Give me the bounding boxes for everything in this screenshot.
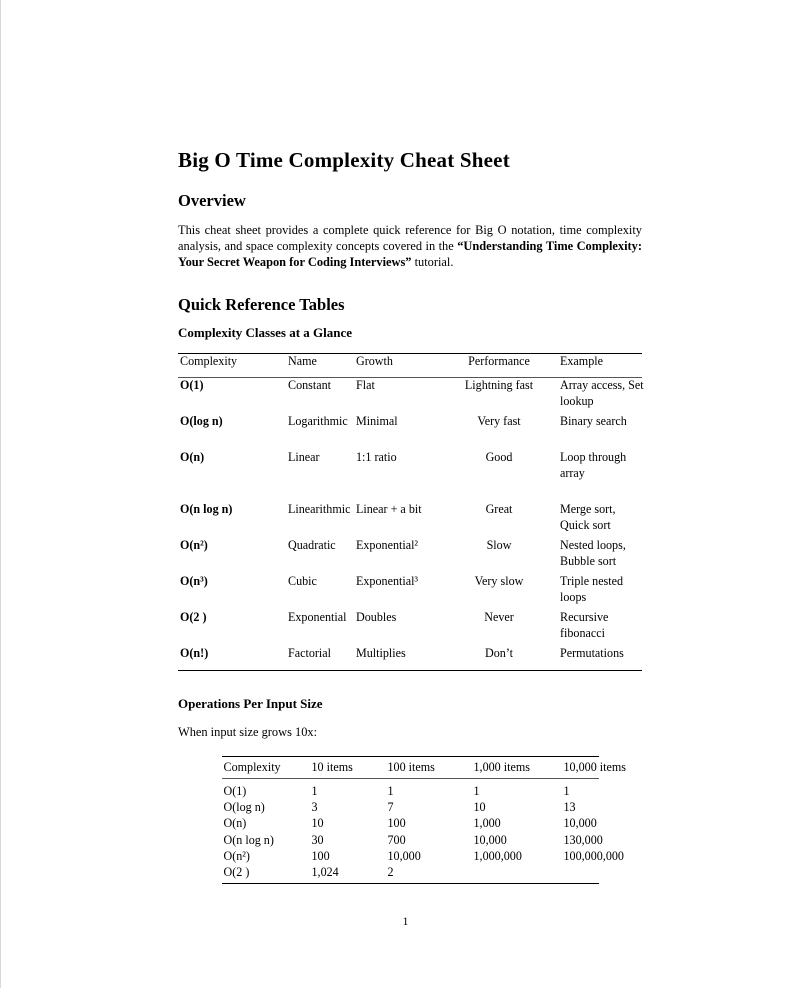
table2-cell-10000: 100,000,000 [563, 848, 624, 863]
table2-caption: Operations Per Input Size [178, 696, 323, 712]
table1-cell-complexity: O(n³) [180, 574, 208, 589]
table2-cell-1000: 10,000 [473, 832, 507, 847]
table-row [222, 815, 599, 831]
table1-header-row [178, 354, 642, 377]
table1-cell-example: Nested loops, Bubble sort [560, 538, 626, 568]
table1-cell-example: Binary search [560, 414, 627, 429]
table1-cell-complexity: O(n²) [180, 538, 208, 553]
table1-bottom-rule [178, 670, 642, 671]
table-row [178, 646, 642, 670]
table1-cell-complexity: O(2 ) [180, 610, 207, 625]
table-row [178, 538, 642, 574]
table2-cell-complexity: O(1) [223, 784, 247, 799]
table1-cell-complexity: O(n) [180, 450, 205, 465]
table2-cell-complexity: O(n²) [223, 848, 250, 863]
table-row [222, 799, 599, 815]
complexity-classes-table [178, 353, 642, 671]
table1-cell-name: Linearithmic [288, 502, 351, 517]
table1-cell-growth: Doubles [356, 610, 397, 625]
table1-cell-complexity: O(1) [180, 378, 204, 393]
table1-cell-growth: Multiplies [356, 646, 406, 661]
table1-cell-name: Quadratic [288, 538, 336, 553]
table2-cell-1000: 1 [473, 784, 480, 799]
table1-cell-name: Logarithmic [288, 414, 348, 429]
table1-cell-name: Constant [288, 378, 332, 393]
table2-cell-1000: 1,000,000 [473, 848, 522, 863]
table1-cell-growth: Exponential³ [356, 574, 419, 589]
table2-cell-1000: 10 [473, 800, 486, 815]
table2-cell-100: 1 [387, 784, 394, 799]
page-left-edge [0, 0, 1, 988]
table2-cell-10: 30 [311, 832, 324, 847]
table1-header-growth: Growth [356, 354, 393, 369]
table2-cell-10: 1 [311, 784, 318, 799]
table1-header-performance: Performance [468, 354, 530, 369]
table1-cell-performance: Lightning fast [464, 378, 534, 393]
table-row [178, 610, 642, 646]
table-row [222, 832, 603, 848]
table1-header-name: Name [288, 354, 317, 369]
section-heading-quick-reference: Quick Reference Tables [178, 295, 345, 315]
table1-cell-performance: Very slow [474, 574, 524, 589]
table-row [178, 574, 642, 610]
table1-cell-growth: 1:1 ratio [356, 450, 397, 465]
table2-bottom-rule [222, 883, 599, 884]
table-row [222, 848, 624, 864]
table1-cell-name: Factorial [288, 646, 331, 661]
table-row [178, 378, 642, 414]
section-heading-overview: Overview [178, 191, 246, 211]
table1-cell-performance: Very fast [477, 414, 521, 429]
table1-cell-example: Recursive fibonacci [560, 610, 609, 640]
table1-cell-performance: Never [484, 610, 514, 625]
table1-cell-example: Loop through array [560, 450, 627, 480]
table1-cell-performance: Don’t [485, 646, 513, 661]
table2-cell-100: 700 [387, 832, 406, 847]
table2-cell-10: 3 [311, 800, 318, 815]
table2-header-row [222, 757, 626, 778]
table1-cell-example: Array access, Set lookup [560, 378, 644, 408]
table2-header-complexity: Complexity [223, 760, 281, 775]
overview-tutorial-title: “Understanding Time Complexity: Your Secret Weapon for Coding Interviews” [178, 239, 642, 270]
table2-cell-100: 2 [387, 865, 394, 880]
page-number: 1 [402, 916, 409, 928]
document-body [178, 148, 642, 884]
table2-cell-complexity: O(n) [223, 816, 247, 831]
table2-intro: When input size grows 10x: [178, 725, 318, 740]
table1-cell-example: Permutations [560, 646, 624, 661]
table2-cell-10: 10 [311, 816, 324, 831]
table-row [178, 414, 642, 450]
operations-per-input-size-table [222, 756, 626, 884]
table2-cell-1000: 1,000 [473, 816, 501, 831]
overview-text-tail: tutorial. [411, 255, 454, 270]
table1-cell-growth: Flat [356, 378, 375, 393]
table2-cell-complexity: O(log n) [223, 800, 265, 815]
table1-header-example: Example [560, 354, 603, 369]
table-row [178, 502, 642, 538]
table2-cell-10: 1,024 [311, 865, 339, 880]
table2-header-10-items: 10 items [311, 760, 353, 775]
page-title: Big O Time Complexity Cheat Sheet [178, 148, 510, 172]
table2-header-100-items: 100 items [387, 760, 435, 775]
table1-cell-complexity: O(log n) [180, 414, 223, 429]
table1-cell-growth: Exponential² [356, 538, 419, 553]
table-row [178, 450, 642, 502]
table2-cell-complexity: O(n log n) [223, 832, 274, 847]
table2-cell-100: 10,000 [387, 848, 421, 863]
table1-cell-growth: Linear + a bit [356, 502, 422, 517]
table2-cell-complexity: O(2 ) [223, 865, 250, 880]
table1-cell-complexity: O(n log n) [180, 502, 233, 517]
table1-cell-example: Merge sort, Quick sort [560, 502, 616, 532]
table2-cell-10000: 1 [563, 784, 570, 799]
table2-cell-10000: 10,000 [563, 816, 597, 831]
table2-cell-10000: 130,000 [563, 832, 603, 847]
table1-cell-name: Exponential [288, 610, 347, 625]
table1-cell-complexity: O(n!) [180, 646, 209, 661]
overview-text-lead: This cheat sheet provides a complete quick reference for Big O notation, time complexity analysis, and space complexity concepts covered in the [178, 223, 642, 254]
table2-header-10000-items: 10,000 items [563, 760, 626, 775]
table2-cell-100: 7 [387, 800, 394, 815]
table1-cell-performance: Great [485, 502, 513, 517]
table2-cell-100: 100 [387, 816, 406, 831]
table1-header-complexity: Complexity [180, 354, 238, 369]
table-row [222, 864, 599, 880]
table2-cell-10: 100 [311, 848, 330, 863]
table1-cell-performance: Slow [486, 538, 512, 553]
table1-cell-example: Triple nested loops [560, 574, 624, 604]
overview-paragraph [178, 222, 642, 270]
table1-cell-name: Cubic [288, 574, 317, 589]
table2-cell-10000: 13 [563, 800, 576, 815]
table2-header-1000-items: 1,000 items [473, 760, 530, 775]
table-row [222, 783, 599, 799]
table1-cell-name: Linear [288, 450, 320, 465]
table1-cell-performance: Good [485, 450, 513, 465]
table1-caption: Complexity Classes at a Glance [178, 325, 353, 341]
table1-cell-growth: Minimal [356, 414, 398, 429]
